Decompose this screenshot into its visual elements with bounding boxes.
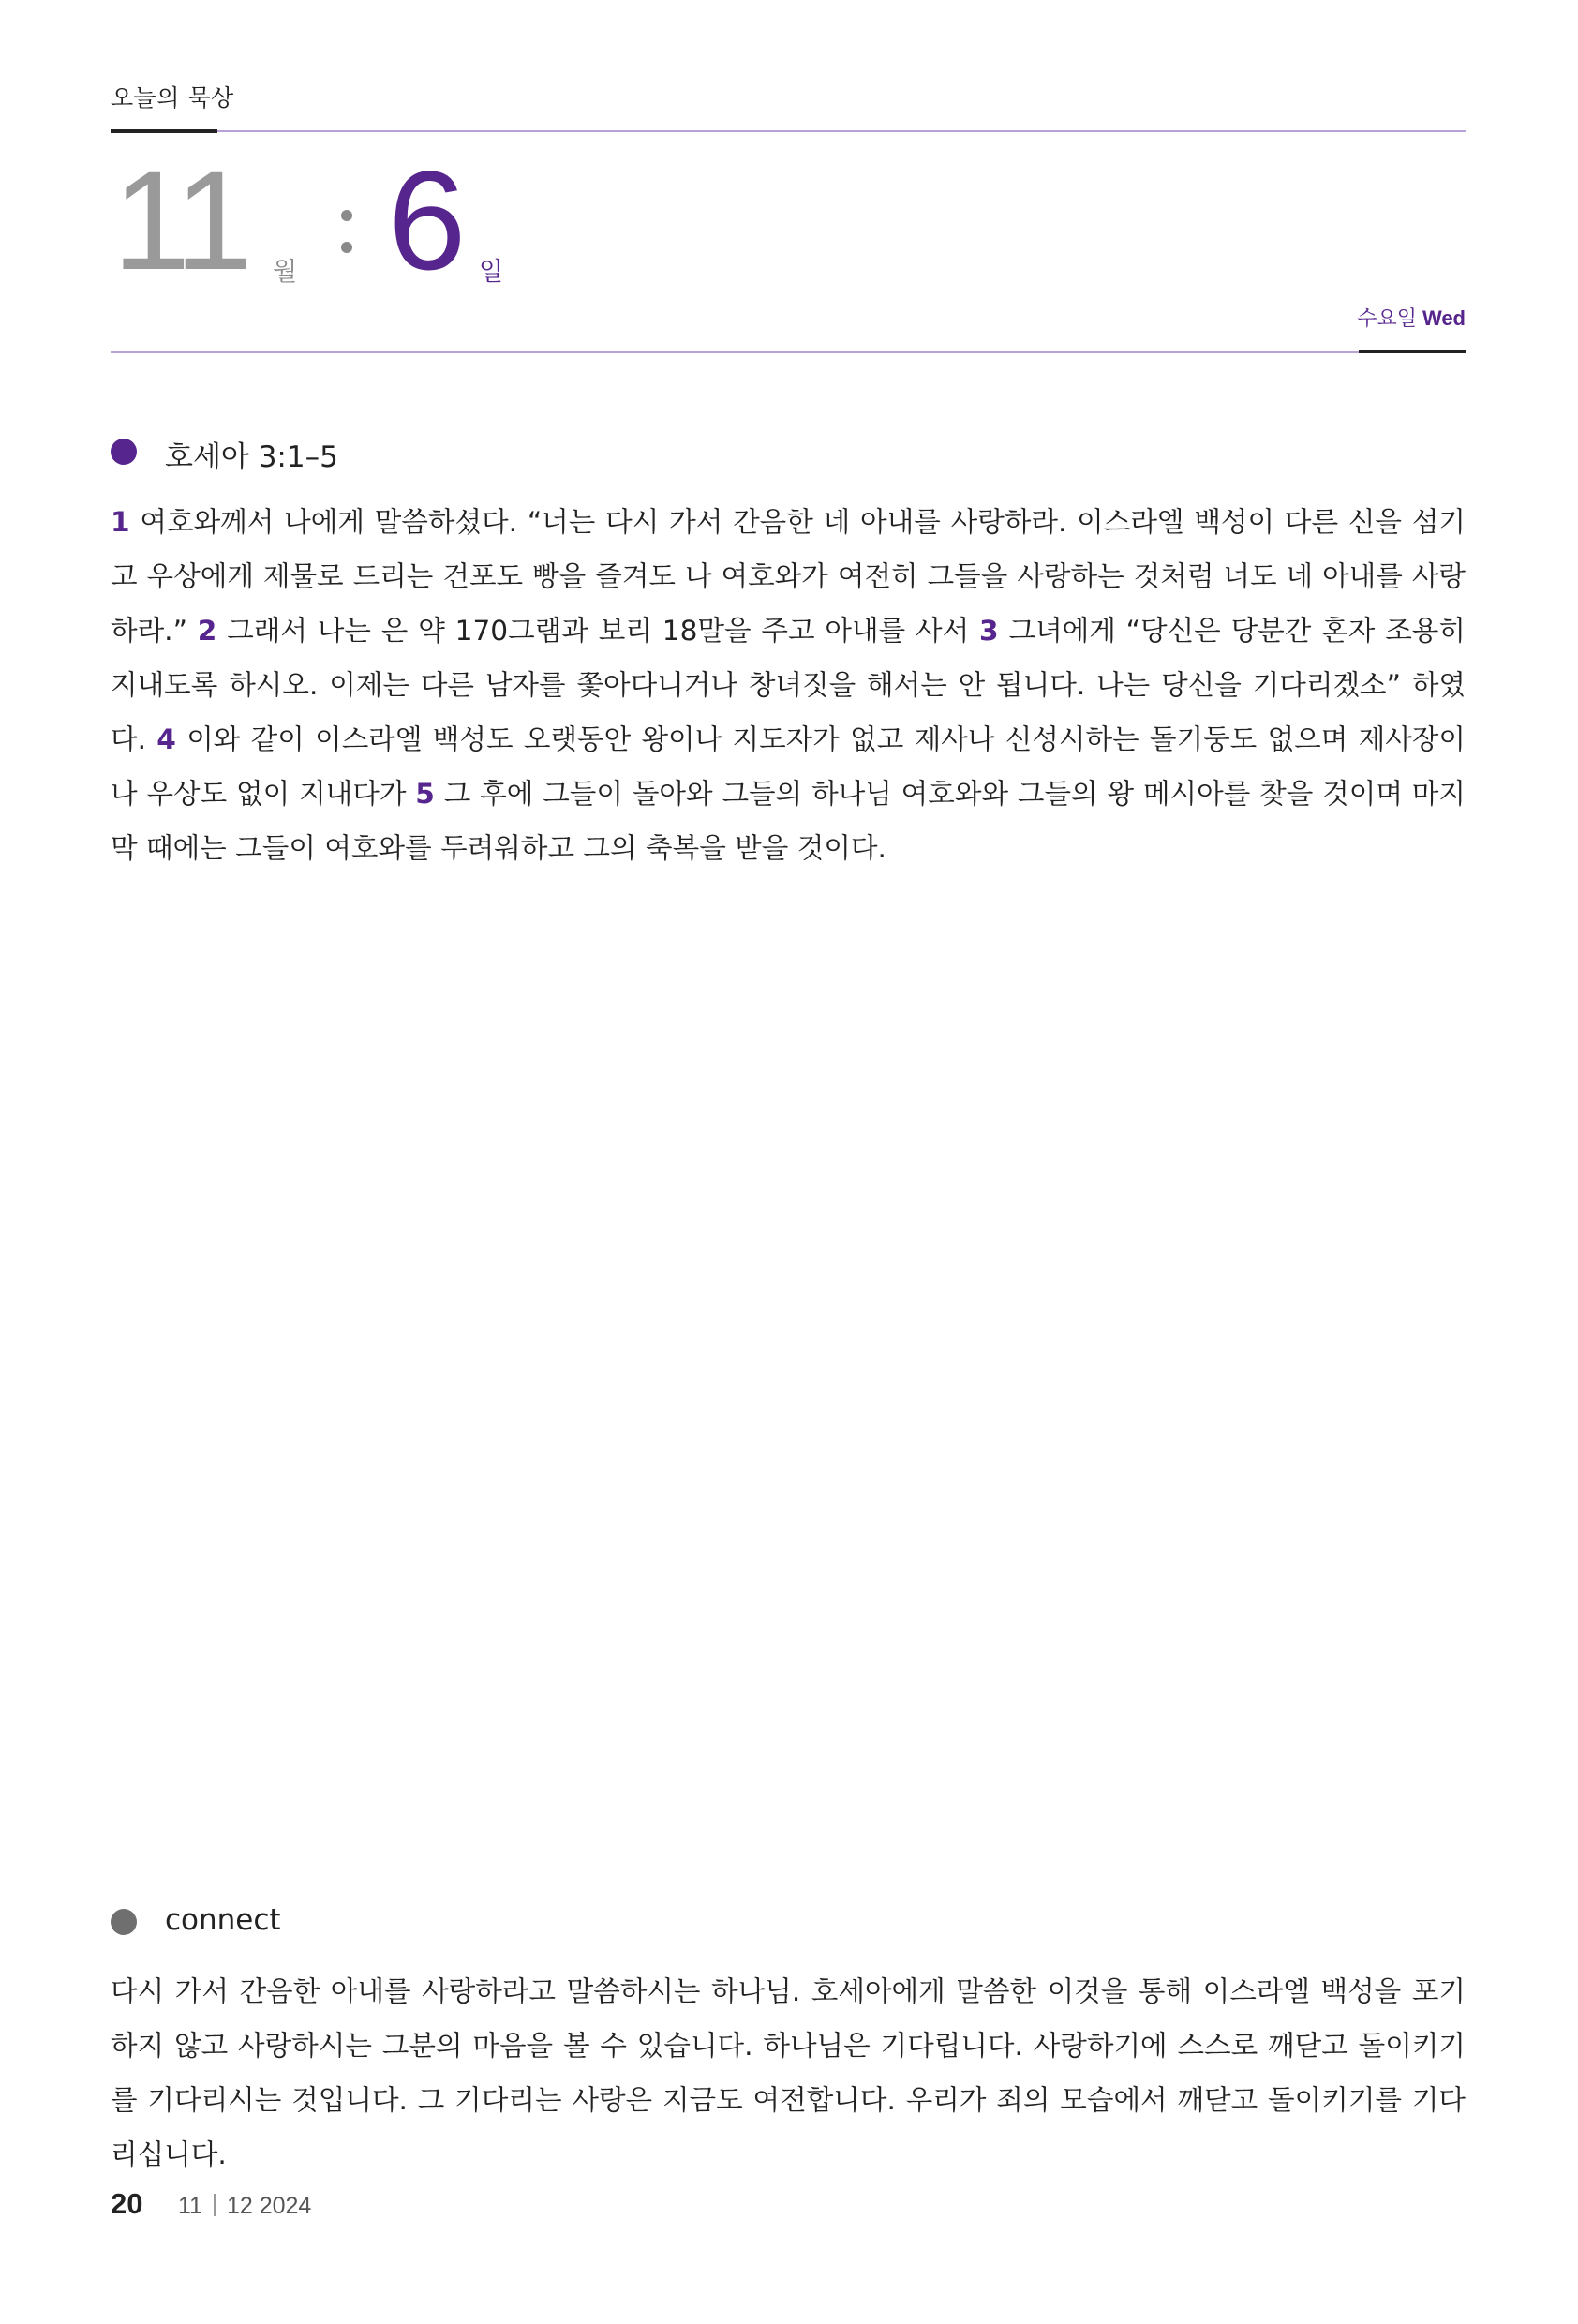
date-day-unit: 일 — [479, 258, 504, 287]
verse-text: 그래서 나는 은 약 170그램과 보리 18말을 주고 아내를 사서 — [227, 615, 970, 647]
connect-bullet-icon — [111, 1909, 137, 1935]
scripture-reference: 호세아 3:1–5 — [165, 440, 338, 474]
weekday — [1357, 303, 1466, 332]
issue-separator — [214, 2194, 216, 2216]
page-number: 20 — [111, 2187, 143, 2220]
issue-date: 12 2024 — [226, 2193, 312, 2219]
scripture-bullet-icon — [111, 439, 137, 465]
weekday-english: Wed — [1422, 306, 1466, 330]
verse-number: 2 — [197, 615, 217, 647]
verse-number: 1 — [111, 506, 130, 538]
weekday-korean: 수요일 — [1357, 307, 1417, 331]
verse-number: 4 — [156, 723, 176, 755]
verse-number: 5 — [415, 778, 435, 810]
verse-text: 이와 같이 이스라엘 백성도 오랫동안 왕이나 지도자가 없고 제사나 신성시하는 돌기둥도 없으며 제사장이나 우상도 없이 지내다가 — [111, 723, 1466, 810]
issue-month: 11 — [178, 2193, 202, 2219]
date-month: 11 — [112, 142, 247, 299]
issue-info — [178, 2193, 311, 2220]
connect-text: 다시 가서 간음한 아내를 사랑하라고 말씀하시는 하나님. 호세아에게 말씀한 이것을 통해 이스라엘 백성을 포기하지 않고 사랑하시는 그분의 마음을 볼 수 있습니다. 하나님은 기다립니다. 사랑하기에 스스로 깨닫고 돌이키기를 기다리시는 것입니다. 그 기다리는 사랑은 지금도 여전합니다. 우리가 죄의 모습에서 깨닫고 돌이키기를 기다리십니다. — [111, 1975, 1466, 2170]
date-day: 6 — [388, 142, 467, 299]
date-divider-accent — [1359, 350, 1466, 353]
date-divider — [111, 351, 1466, 353]
date-colon-icon — [337, 199, 356, 264]
scripture-passage — [111, 495, 1466, 875]
date-month-unit: 월 — [273, 258, 298, 287]
top-divider-accent — [111, 129, 217, 133]
verse-text: 여호와께서 나에게 말씀하셨다. “너는 다시 가서 간음한 네 아내를 사랑하라. 이스라엘 백성이 다른 신을 섬기고 우상에게 제물로 드리는 건포도 빵을 즐겨도 나 여호와가 여전히 그들을 사랑하는 것처럼 너도 네 아내를 사랑하라.” — [111, 506, 1466, 647]
top-divider — [111, 130, 1466, 132]
section-title: 오늘의 묵상 — [111, 84, 234, 112]
verse-text: 그 후에 그들이 돌아와 그들의 하나님 여호와와 그들의 왕 메시아를 찾을 것이며 마지막 때에는 그들이 여호와를 두려워하고 그의 축복을 받을 것이다. — [111, 778, 1466, 864]
verse-number: 3 — [979, 615, 999, 647]
verse-text: 그녀에게 “당신은 당분간 혼자 조용히 지내도록 하시오. 이제는 다른 남자를 쫓아다니거나 창녀짓을 해서는 안 됩니다. 나는 당신을 기다리겠소” 하였다. — [111, 615, 1466, 755]
connect-heading: connect — [165, 1903, 281, 1937]
